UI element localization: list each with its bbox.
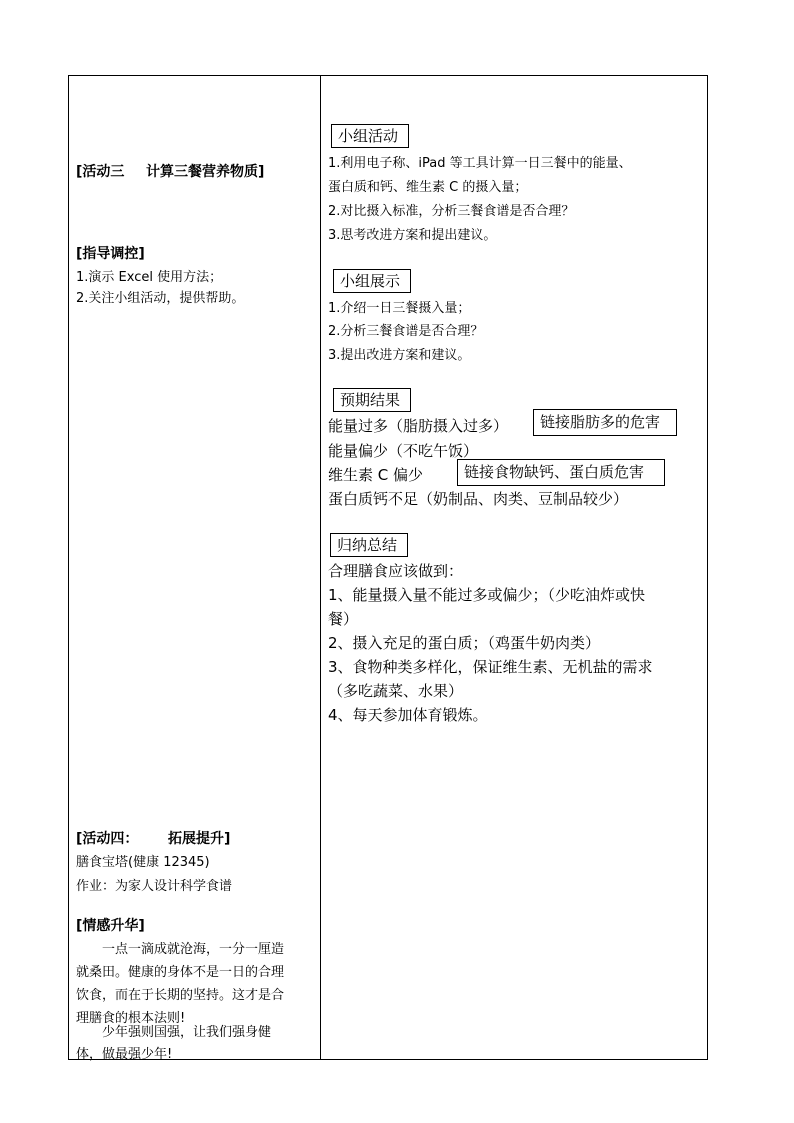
- summary-line-3: 餐）: [328, 610, 359, 628]
- group-show-line-1: 1.介绍一日三餐摄入量；: [328, 301, 471, 316]
- expected-line-1: 能量过多（脂肪摄入过多）: [328, 417, 509, 435]
- emotion-line-2: 就桑田。健康的身体不是一日的合理: [76, 965, 285, 980]
- expected-heading: 预期结果: [333, 388, 411, 412]
- guide-item-1: 1.演示 Excel 使用方法；: [76, 270, 223, 285]
- summary-line-6: （多吃蔬菜、水果）: [328, 682, 464, 700]
- link-calcium-protein-button[interactable]: 链接食物缺钙、蛋白质危害: [457, 459, 665, 486]
- activity4-line1: 膳食宝塔(健康 12345): [76, 855, 210, 870]
- summary-line-4: 2、摄入充足的蛋白质；（鸡蛋牛奶肉类）: [328, 634, 601, 652]
- group-activity-line-1: 1.利用电子称、iPad 等工具计算一日三餐中的能量、: [328, 156, 632, 171]
- group-activity-line-4: 3.思考改进方案和提出建议。: [328, 228, 497, 243]
- group-activity-line-3: 2.对比摄入标准，分析三餐食谱是否合理？: [328, 204, 575, 219]
- group-show-heading: 小组展示: [333, 269, 411, 293]
- group-activity-heading: 小组活动: [331, 124, 409, 148]
- activity4-line2: 作业：为家人设计科学食谱: [76, 879, 233, 894]
- emotion-line-1: 一点一滴成就沧海，一分一厘造: [102, 942, 285, 957]
- emotion-line-6: 体，做最强少年!: [76, 1047, 173, 1062]
- emotion-heading: [情感升华]: [76, 918, 145, 934]
- group-activity-line-2: 蛋白质和钙、维生素 C 的摄入量；: [328, 180, 528, 195]
- emotion-line-4: 理膳食的根本法则!: [76, 1011, 186, 1026]
- summary-line-5: 3、食物种类多样化，保证维生素、无机盐的需求: [328, 658, 653, 676]
- activity3-title: 计算三餐营养物质]: [146, 164, 265, 180]
- expected-line-4: 蛋白质钙不足（奶制品、肉类、豆制品较少）: [328, 490, 629, 508]
- guide-heading: [指导调控]: [76, 246, 145, 262]
- emotion-line-5: 少年强则国强，让我们强身健: [102, 1025, 272, 1040]
- activity4-label: [活动四：: [76, 831, 139, 847]
- summary-heading: 归纳总结: [330, 533, 408, 557]
- emotion-line-3: 饮食，而在于长期的坚持。这才是合: [76, 988, 285, 1003]
- activity4-title: 拓展提升]: [168, 831, 231, 847]
- group-show-line-3: 3.提出改进方案和建议。: [328, 348, 471, 363]
- summary-line-7: 4、每天参加体育锻炼。: [328, 706, 488, 724]
- summary-line-1: 合理膳食应该做到：: [328, 562, 464, 580]
- group-show-line-2: 2.分析三餐食谱是否合理？: [328, 324, 484, 339]
- summary-line-2: 1、能量摄入量不能过多或偏少；（少吃油炸或快: [328, 586, 646, 604]
- guide-item-2: 2.关注小组活动，提供帮助。: [76, 291, 245, 306]
- column-divider: [320, 75, 321, 1060]
- expected-line-3: 维生素 C 偏少: [328, 466, 424, 484]
- expected-line-2: 能量偏少（不吃午饭）: [328, 442, 479, 460]
- activity3-label: [活动三: [76, 164, 125, 180]
- link-fat-harm-button[interactable]: 链接脂肪多的危害: [533, 409, 677, 436]
